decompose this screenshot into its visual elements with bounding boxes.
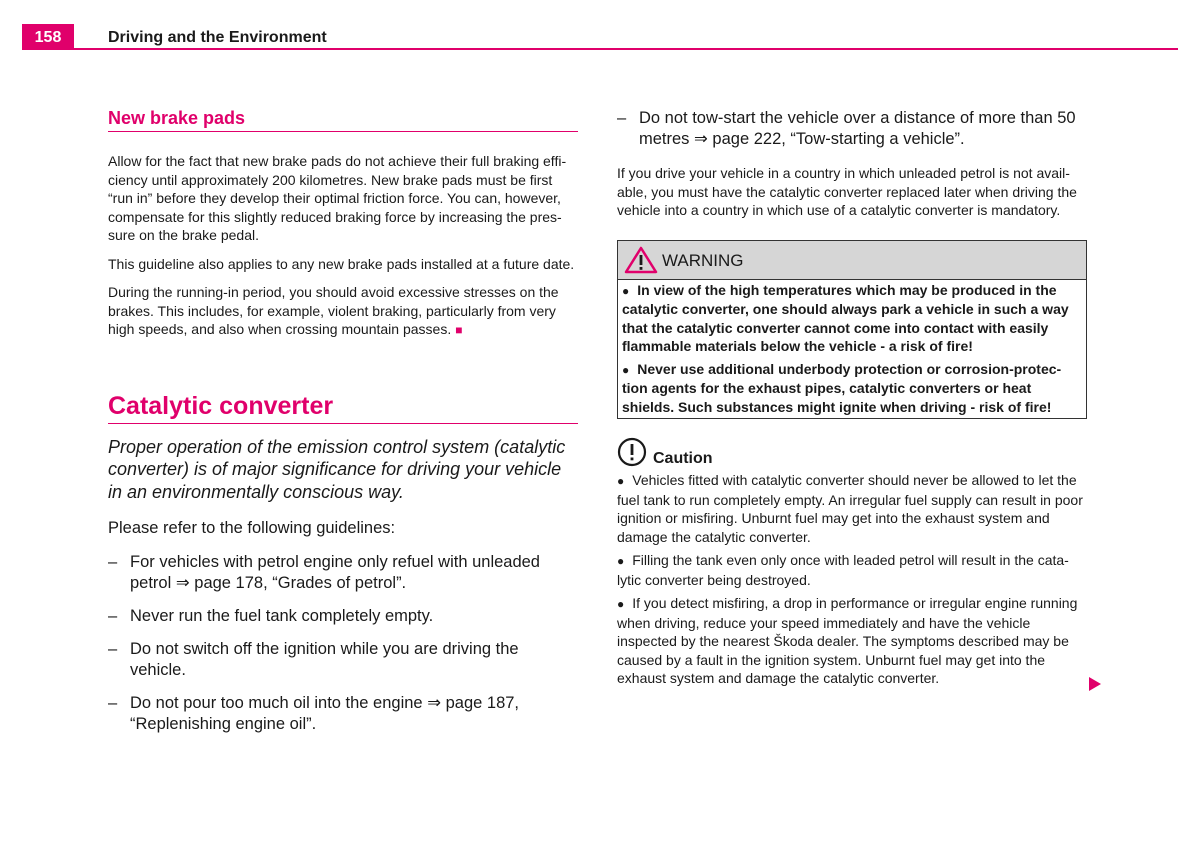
caution-item (617, 551, 1087, 589)
dash-marker: – (108, 607, 118, 625)
brake-pads-paragraph-3-text: During the running-in period, you should avoid excessive stresses on the brakes. This includes, for example, violent braking, particularly from very high speeds, and also when crossing mountain passes. (108, 284, 559, 337)
caution-item-text: If you detect misfiring, a drop in performance or irregular engine running when driving, reduce your speed immediately and have the vehicle inspected by the nearest Škoda dealer. The symptoms described may be caused by a fault in the ignition system. Unburnt fuel may get into the exhaust system and damage the catalytic converter. (617, 595, 1078, 686)
bullet-marker: ● (617, 474, 625, 488)
guideline-item (108, 639, 578, 681)
guideline-item (108, 606, 578, 627)
right-column (617, 108, 1087, 688)
caution-title: Caution (653, 450, 713, 467)
catalytic-intro: Proper operation of the emission control system (catalytic converter) is of major significance for driving your vehicle in an environmentally conscious way. (108, 436, 566, 502)
warning-body (618, 280, 1086, 419)
guidelines-intro: Please refer to the following guidelines: (108, 519, 396, 537)
guideline-text: For vehicles with petrol engine only refuel with unleaded petrol ⇒ page 178, “Grades of petrol”. (130, 553, 540, 592)
warning-item (622, 281, 1082, 356)
caution-item-text: Vehicles fitted with catalytic converter should never be allowed to let the fuel tank to run completely empty. An irregular fuel supply can result in poor ignition or misfiring. Unburnt fuel may get into the exhaust system and damage the catalytic converter. (617, 472, 1083, 545)
brake-pads-paragraph-2: This guideline also applies to any new brake pads installed at a future date. (108, 255, 575, 272)
caution-item-text: Filling the tank even only once with leaded petrol will result in the cata-lytic converter being destroyed. (617, 552, 1069, 588)
warning-title: WARNING (662, 250, 744, 270)
warning-box (617, 240, 1087, 420)
warning-item-text: In view of the high temperatures which may be produced in the catalytic converter, one should always park a vehicle in such a way that the catalytic converter cannot come into contact with easily flammable materials below the vehicle - a risk of fire! (622, 281, 1069, 354)
bullet-marker: ● (617, 554, 625, 568)
caution-item (617, 594, 1087, 688)
bullet-marker: ● (617, 597, 625, 611)
brake-pads-paragraph-1: Allow for the fact that new brake pads do not achieve their full braking effi-ciency until approximately 200 kilometres. New brake pads must be first “run in” before they develop their optimal friction force. You can, however, compensate for this slightly reduced braking force by increasing the pres-sure on the brake pedal. (108, 153, 567, 243)
tow-start-text: Do not tow-start the vehicle over a distance of more than 50 metres ⇒ page 222, “Tow-starting a vehicle”. (639, 109, 1076, 148)
dash-marker: – (108, 694, 118, 712)
bullet-marker: ● (622, 283, 630, 298)
guideline-text: Do not switch off the ignition while you are driving the vehicle. (130, 640, 519, 679)
caution-item (617, 471, 1087, 546)
warning-header (618, 241, 1086, 280)
bullet-marker: ● (622, 362, 630, 377)
next-page-arrow-icon (1088, 676, 1102, 697)
guideline-item (108, 552, 578, 594)
guideline-text: Never run the fuel tank completely empty. (130, 607, 434, 625)
brake-pads-heading: New brake pads (108, 108, 578, 132)
page-header (22, 24, 1178, 52)
guideline-text: Do not pour too much oil into the engine ⇒ page 187, “Replenishing engine oil”. (130, 694, 520, 733)
header-rule (22, 48, 1178, 50)
warning-triangle-icon (624, 246, 658, 279)
section-end-marker: ■ (455, 323, 463, 337)
caution-header (617, 437, 1087, 467)
warning-item (622, 360, 1082, 417)
caution-exclamation-icon (617, 437, 647, 472)
dash-marker: – (617, 109, 627, 127)
unleaded-paragraph: If you drive your vehicle in a country in which unleaded petrol is not avail-able, you must have the catalytic converter replaced later when driving the vehicle into a country in which use of a catalytic converter is mandatory. (617, 165, 1077, 218)
catalytic-converter-heading: Catalytic converter (108, 392, 578, 424)
dash-marker: – (108, 640, 118, 658)
left-column (108, 108, 578, 735)
chapter-title: Driving and the Environment (108, 29, 327, 46)
dash-marker: – (108, 553, 118, 571)
warning-item-text: Never use additional underbody protection or corrosion-protec-tion agents for the exhaust pipes, catalytic converters or heat shields. Such substances might ignite when driving - risk of fire! (622, 360, 1062, 415)
guideline-item (108, 693, 578, 735)
brake-pads-paragraph-3 (108, 283, 578, 340)
tow-start-item (617, 108, 1087, 150)
page-number: 158 (22, 24, 74, 50)
